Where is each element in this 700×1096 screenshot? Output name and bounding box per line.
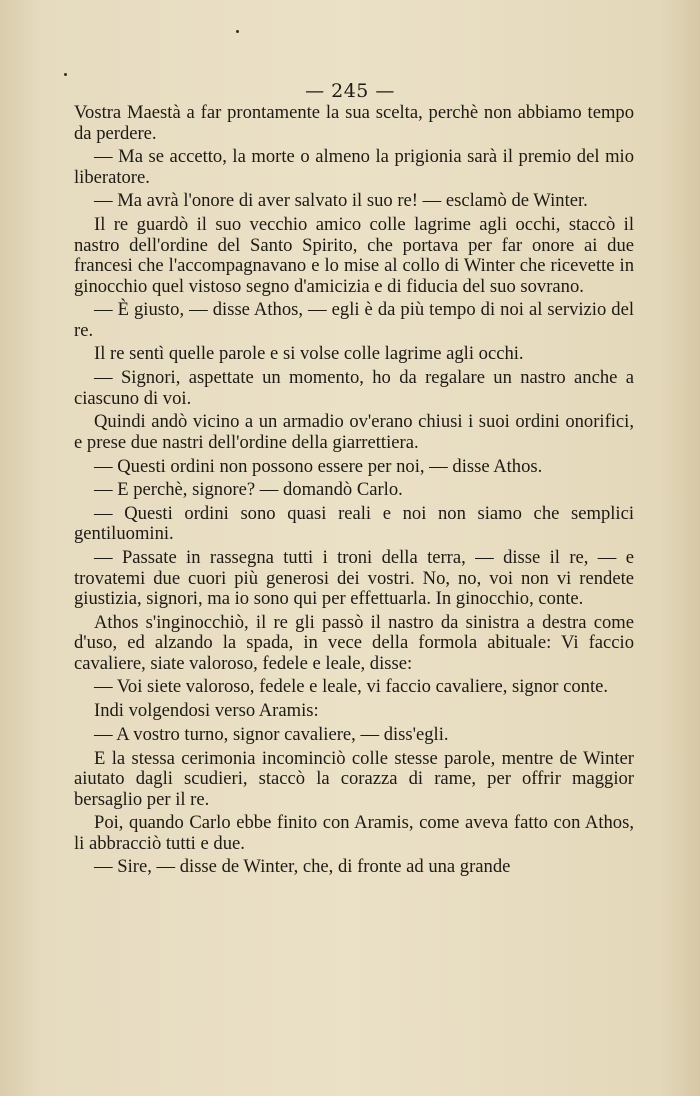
ink-speck	[64, 73, 67, 76]
paragraph: Indi volgendosi verso Aramis:	[94, 700, 319, 722]
page-number: — 245 —	[305, 80, 395, 102]
ink-speck	[236, 30, 239, 33]
paragraph: Il re sentì quelle parole e si volse colle lagrime agli occhi.	[94, 343, 524, 365]
paragraph: — E perchè, signore? — domandò Carlo.	[94, 479, 403, 501]
paragraph: — Passate in rassegna tutti i troni della terra, — disse il re, — e trovatemi due cuori più generosi dei vostri. No, no, voi non vi rendete giustizia, signori, ma io sono qui per effettuarla. In ginocchio, conte.	[74, 547, 634, 610]
paragraph: — A vostro turno, signor cavaliere, — diss'egli.	[94, 723, 449, 745]
paragraph: Vostra Maestà a far prontamente la sua scelta, perchè non abbiamo tempo da perdere.	[74, 102, 634, 144]
paragraph: — Voi siete valoroso, fedele e leale, vi faccio cavaliere, signor conte.	[94, 676, 609, 698]
paragraph: E la stessa cerimonia incominciò colle stesse parole, mentre de Winter aiutato dagli scudieri, staccò la corazza di rame, per offrir maggior bersaglio per il re.	[74, 747, 634, 810]
paragraph: — Ma se accetto, la morte o almeno la prigionia sarà il premio del mio liberatore.	[74, 146, 634, 188]
paragraph: Athos s'inginocchiò, il re gli passò il nastro da sinistra a destra come d'uso, ed alzando la spada, in vece della formola abituale: Vi faccio cavaliere, siate valoroso, fedele e leale, disse:	[74, 611, 634, 674]
paragraph: Quindi andò vicino a un armadio ov'erano chiusi i suoi ordini onorifici, e prese due nastri dell'ordine della giarrettiera.	[74, 411, 634, 453]
paragraph: — Signori, aspettate un momento, ho da regalare un nastro anche a ciascuno di voi.	[74, 367, 634, 409]
paragraph: — Questi ordini sono quasi reali e noi non siamo che semplici gentiluomini.	[74, 502, 634, 545]
paragraph: Il re guardò il suo vecchio amico colle lagrime agli occhi, staccò il nastro dell'ordine del Santo Spirito, che portava per far onore ai due francesi che l'accompagnavano e lo mise al collo di Winter che ricevette in ginocchio quel vistoso segno d'amicizia e di fiducia del suo sovrano.	[74, 214, 634, 297]
paragraph: — È giusto, — disse Athos, — egli è da più tempo di noi al servizio del re.	[74, 299, 634, 341]
paragraph: — Sire, — disse de Winter, che, di fronte ad una grande	[94, 856, 511, 878]
paragraph: Poi, quando Carlo ebbe finito con Aramis, come aveva fatto con Athos, li abbracciò tutti e due.	[74, 812, 634, 854]
paragraph: — Ma avrà l'onore di aver salvato il suo re! — esclamò de Winter.	[94, 190, 588, 212]
paragraph: — Questi ordini non possono essere per noi, — disse Athos.	[94, 455, 543, 477]
page-text	[74, 103, 634, 881]
